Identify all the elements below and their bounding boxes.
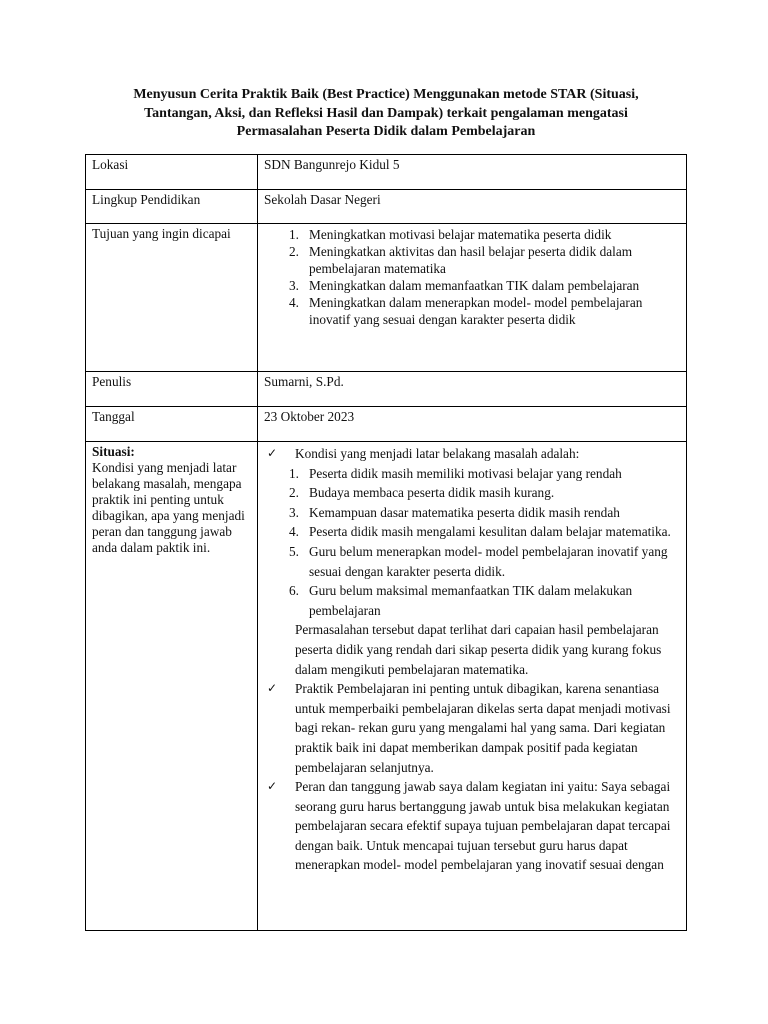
label-penulis-text: Penulis <box>92 374 132 389</box>
situasi-item: 2. Budaya membaca peserta didik masih kurang. <box>289 485 555 501</box>
value-lokasi-text: SDN Bangunrejo Kidul 5 <box>264 157 400 172</box>
title-line-1: Menyusun Cerita Praktik Baik (Best Practice) Menggunakan metode STAR (Situasi, <box>133 87 639 102</box>
tujuan-list <box>264 226 680 328</box>
tujuan-item: 1. Meningkatkan motivasi belajar matematika peserta didik <box>289 227 612 242</box>
situasi-heading: Situasi: <box>92 444 135 459</box>
checklist-item-peran <box>264 777 680 875</box>
tujuan-item: 4. Meningkatkan dalam menerapkan model- model pembelajaran inovatif yang sesuai dengan karakter peserta didik <box>289 295 643 327</box>
title-line-2: Tantangan, Aksi, dan Refleksi Hasil dan Dampak) terkait pengalaman mengatasi <box>144 105 628 121</box>
situasi-item-text: Peserta didik masih mengalami kesulitan dalam belajar matematika. <box>309 524 671 540</box>
situasi-item: 4. Peserta didik masih mengalami kesulitan dalam belajar matematika. <box>289 524 671 540</box>
value-lingkup <box>258 190 687 224</box>
row-situasi <box>86 442 687 931</box>
document-title <box>86 86 686 142</box>
value-tanggal-text: 23 Oktober 2023 <box>264 409 355 424</box>
value-penulis-text: Sumarni, S.Pd. <box>264 374 344 389</box>
check-icon: ✓ <box>267 779 278 794</box>
label-tanggal <box>86 407 258 442</box>
situasi-item: 6. Guru belum maksimal memanfaatkan TIK dalam melakukan pembelajaran <box>289 583 633 618</box>
tujuan-item: 2. Meningkatkan aktivitas dan hasil belajar peserta didik dalam pembelajaran matematika <box>289 244 633 276</box>
value-tanggal <box>258 407 687 442</box>
label-tujuan <box>86 224 258 372</box>
label-tujuan-text: Tujuan yang ingin dicapai <box>92 226 231 241</box>
tujuan-item-text: Meningkatkan dalam menerapkan model- model pembelajaran inovatif yang sesuai dengan karakter peserta didik <box>309 295 643 327</box>
value-tujuan <box>258 224 687 372</box>
situasi-list <box>264 464 680 621</box>
row-tanggal <box>86 407 687 442</box>
checklist-text: Praktik Pembelajaran ini penting untuk dibagikan, karena senantiasa untuk memperbaiki pembelajaran dikelas serta dapat menjadi motivasi bagi rekan- rekan guru yang mengalami hal yang sama. Dari kegiatan praktik baik ini dapat memberikan dampak positif pada kegiatan pembelajaran selanjutnya. <box>295 681 671 775</box>
row-tujuan <box>86 224 687 372</box>
situasi-item: 1. Peserta didik masih memiliki motivasi belajar yang rendah <box>289 465 622 481</box>
value-lingkup-text: Sekolah Dasar Negeri <box>264 192 381 207</box>
tujuan-item-text: Meningkatkan dalam memanfaatkan TIK dalam pembelajaran <box>309 278 640 293</box>
value-lokasi <box>258 155 687 190</box>
checklist-item-kondisi <box>264 444 680 464</box>
label-lokasi-text: Lokasi <box>92 157 129 172</box>
label-lokasi <box>86 155 258 190</box>
situasi-item: 3. Kemampuan dasar matematika peserta didik masih rendah <box>289 504 620 520</box>
value-penulis <box>258 372 687 407</box>
check-icon: ✓ <box>267 681 278 696</box>
situasi-item-text: Budaya membaca peserta didik masih kurang. <box>309 485 555 501</box>
label-tanggal-text: Tanggal <box>92 409 135 424</box>
title-line-3: Permasalahan Peserta Didik dalam Pembelajaran <box>236 124 536 139</box>
tujuan-item-text: Meningkatkan motivasi belajar matematika peserta didik <box>309 227 612 242</box>
check-icon: ✓ <box>267 446 278 460</box>
situasi-item-text: Guru belum maksimal memanfaatkan TIK dalam melakukan pembelajaran <box>309 583 633 618</box>
situasi-item-text: Kemampuan dasar matematika peserta didik masih rendah <box>309 504 620 520</box>
row-penulis <box>86 372 687 407</box>
checklist-item-praktik <box>264 679 680 777</box>
situasi-item-text: Peserta didik masih memiliki motivasi belajar yang rendah <box>309 465 622 481</box>
label-penulis <box>86 372 258 407</box>
label-lingkup-text: Lingkup Pendidikan <box>92 192 201 207</box>
row-lokasi <box>86 155 687 190</box>
situasi-item-text: Guru belum menerapkan model- model pembelajaran inovatif yang sesuai dengan karakter peserta didik. <box>309 543 668 579</box>
row-lingkup <box>86 190 687 224</box>
checklist-text: Kondisi yang menjadi latar belakang masalah adalah: <box>295 446 580 461</box>
label-situasi <box>86 442 258 931</box>
tujuan-item: 3. Meningkatkan dalam memanfaatkan TIK dalam pembelajaran <box>289 278 640 293</box>
label-lingkup <box>86 190 258 224</box>
tujuan-item-text: Meningkatkan aktivitas dan hasil belajar peserta didik dalam pembelajaran matematika <box>309 244 633 276</box>
best-practice-table <box>85 154 687 931</box>
permasalahan-paragraph: Permasalahan tersebut dapat terlihat dari capaian hasil pembelajaran peserta didik yang rendah dari sikap peserta didik yang kurang fokus dalam mengikuti pembelajaran matematika. <box>295 622 662 677</box>
checklist-text: Peran dan tanggung jawab saya dalam kegiatan ini yaitu: Saya sebagai seorang guru harus bertanggung jawab untuk bisa melakukan kegiatan pembelajaran secara efektif supaya tujuan pembelajaran dapat tercapai dengan baik. Untuk mencapai tujuan tersebut guru harus dapat menerapkan model- model pembelajaran yang inovatif sesuai dengan <box>295 779 671 873</box>
value-situasi <box>258 442 687 931</box>
situasi-item: 5. Guru belum menerapkan model- model pembelajaran inovatif yang sesuai dengan karakter peserta didik. <box>289 543 668 579</box>
situasi-description: Kondisi yang menjadi latar belakang masalah, mengapa praktik ini penting untuk dibagikan, apa yang menjadi peran dan tanggung jawab anda dalam paktik ini. <box>92 460 245 555</box>
